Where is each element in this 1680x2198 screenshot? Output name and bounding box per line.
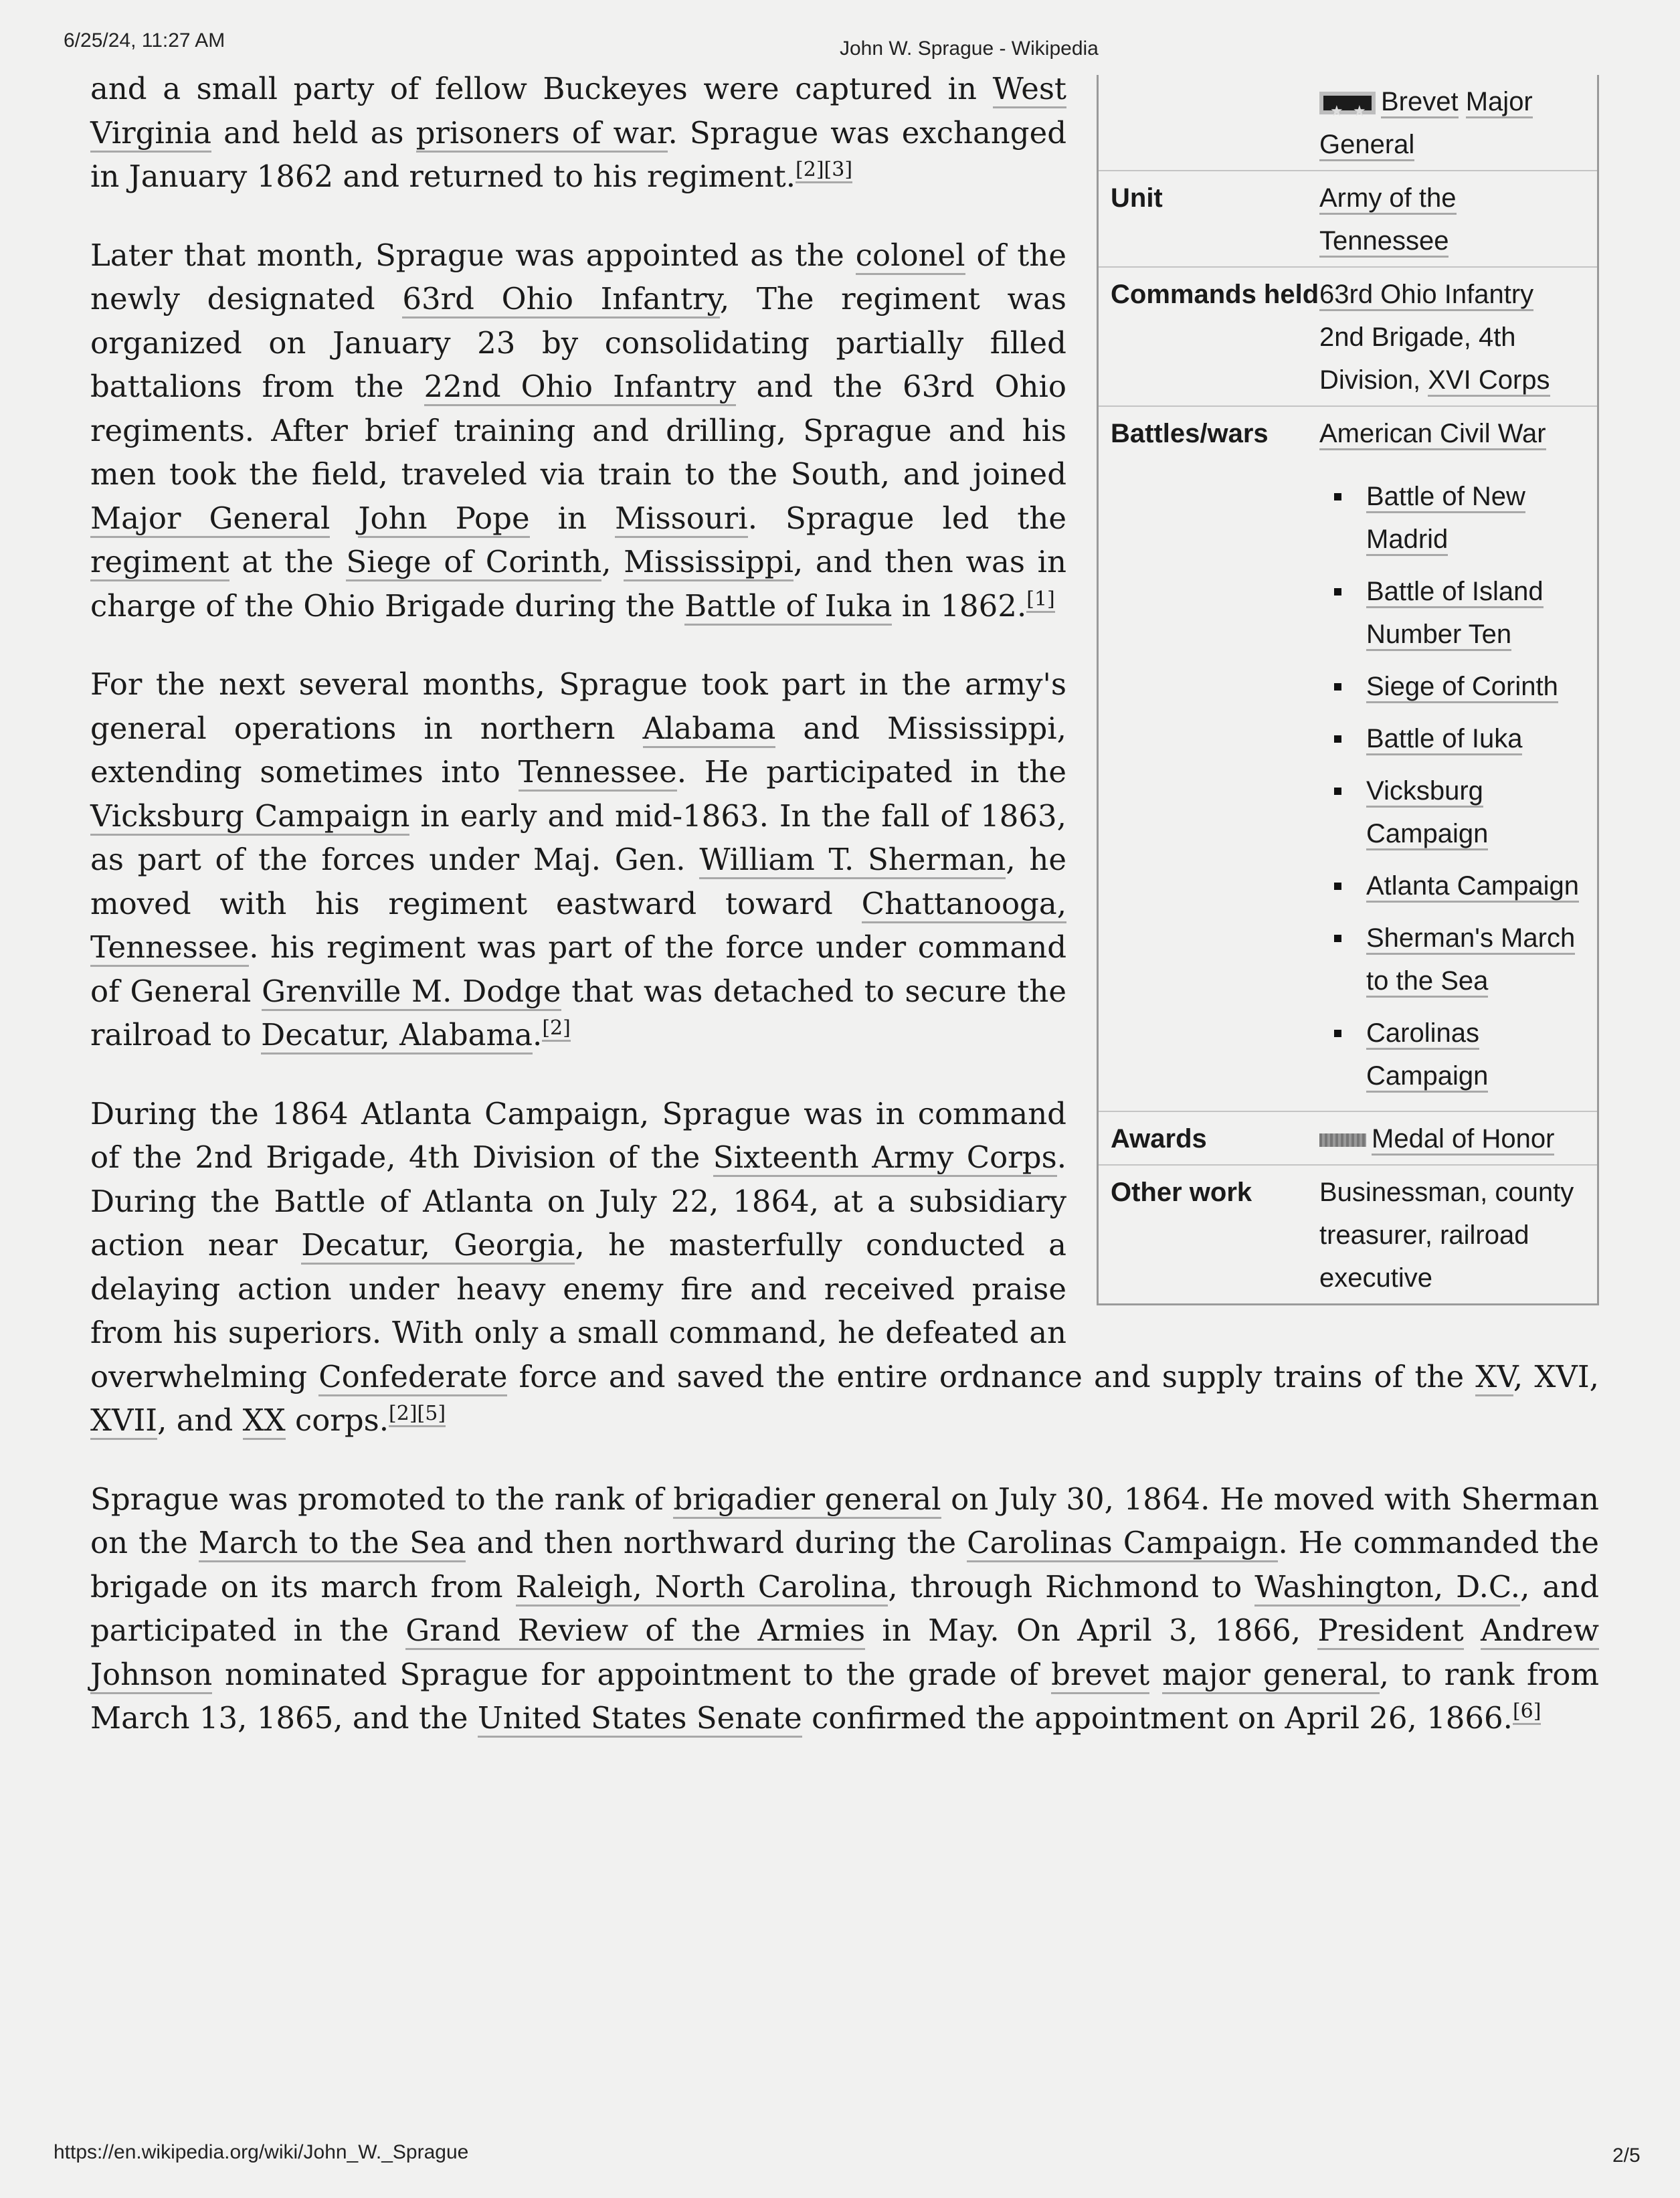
link-battle[interactable]: Battle of New Madrid (1366, 482, 1525, 556)
link[interactable]: 22nd Ohio Infantry (424, 369, 737, 406)
link-battle[interactable]: Vicksburg Campaign (1366, 776, 1488, 850)
link[interactable]: Alabama (643, 711, 776, 748)
link-63rd-ohio-infantry[interactable]: 63rd Ohio Infantry (1319, 280, 1533, 311)
link[interactable]: Major General (90, 500, 330, 538)
print-url: https://en.wikipedia.org/wiki/John_W._Sprague (54, 2141, 469, 2163)
infobox-label: Commands held (1111, 280, 1319, 309)
link[interactable]: colonel (856, 238, 965, 275)
link-general[interactable]: General (1319, 130, 1414, 161)
link[interactable]: XVII (90, 1402, 157, 1440)
infobox-row-unit (1099, 170, 1597, 266)
link[interactable]: Decatur, Alabama (261, 1017, 533, 1055)
citation-link[interactable]: [3] (824, 158, 853, 183)
paragraph-5: Sprague was promoted to the rank of brigadier general on July 30, 1864. He moved with Sherman on the March to the Sea and then northward during the Carolinas Campaign. He commanded the brigade on its march from Raleigh, North Carolina, through Richmond to Washington, D.C., and participated in the Grand Review of the Armies in May. On April 3, 1866, President Andrew Johnson nominated Sprague for appointment to the grade of brevet major general, to rank from March 13, 1865, and the United States Senate confirmed the appointment on April 26, 1866.[6] (90, 1477, 1599, 1740)
list-item (1366, 665, 1590, 708)
link-army-of-the-tennessee[interactable]: Army of the Tennessee (1319, 183, 1457, 258)
list-item (1366, 769, 1590, 855)
link-american-civil-war[interactable]: American Civil War (1319, 419, 1546, 450)
link[interactable]: XV (1475, 1359, 1513, 1396)
link[interactable]: United States Senate (478, 1700, 802, 1738)
infobox-row-other-work (1099, 1164, 1597, 1303)
list-item (1366, 717, 1590, 760)
link[interactable]: Chattanooga, Tennessee (90, 886, 1066, 968)
command-text: 2nd Brigade, 4th Division, (1319, 323, 1516, 395)
link[interactable]: Vicksburg Campaign (90, 798, 409, 836)
link[interactable]: William T. Sherman (699, 842, 1006, 879)
link-medal-of-honor[interactable]: Medal of Honor (1372, 1124, 1554, 1156)
link[interactable]: brevet (1051, 1657, 1149, 1694)
infobox-label: Battles/wars (1111, 419, 1269, 448)
medal-of-honor-ribbon-icon[interactable] (1319, 1133, 1366, 1147)
infobox-row-battles (1099, 405, 1597, 1111)
link-battle[interactable]: Battle of Island Number Ten (1366, 577, 1544, 651)
battles-list (1319, 475, 1590, 1097)
print-page-number: 2/5 (1612, 2144, 1641, 2167)
paragraph-1: and a small party of fellow Buckeyes were captured in West Virginia and held as prisoners of war. Sprague was exchanged in January 1862 and returned to his regiment.[2][3] (90, 71, 1067, 194)
citation-link[interactable]: [2] (542, 1016, 571, 1042)
infobox-label: Awards (1111, 1124, 1207, 1154)
link[interactable]: Grand Review of the Armies (405, 1613, 865, 1650)
paragraph-3: For the next several months, Sprague took part in the army's general operations in northern Alabama and Mississippi, extending sometimes into Tennessee. He participated in the Vicksburg Campaign in early and mid-1863. In the fall of 1863, as part of the forces under Maj. Gen. William T. Sherman, he moved with his regiment eastward toward Chattanooga, Tennessee. his regiment was part of the force under command of General Grenville M. Dodge that was detached to secure the railroad to Decatur, Alabama.[2] (90, 662, 1599, 1057)
paragraph-2: Later that month, Sprague was appointed as the colonel of the newly designated 63rd Ohio Infantry, The regiment was organized on January 23 by consolidating partially filled battalions from the 22nd Ohio Infantry and the 63rd Ohio regiments. After brief training and drilling, Sprague and his men took the field, traveled via train to the South, and joined Major General John Pope in Missouri. Sprague led the regiment at the Siege of Corinth, Mississippi, and then was in charge of the Ohio Brigade during the Battle of Iuka in 1862.[1] (90, 234, 1599, 628)
link[interactable]: John Pope (358, 500, 529, 538)
list-item (1366, 1012, 1590, 1097)
print-datetime: 6/25/24, 11:27 AM (64, 29, 225, 52)
link[interactable]: Mississippi (624, 544, 794, 581)
link[interactable]: Andrew Johnson (90, 1613, 1599, 1694)
link-battle[interactable]: Sherman's March to the Sea (1366, 923, 1575, 998)
link-major[interactable]: Major (1466, 87, 1533, 118)
infobox-label: Other work (1111, 1178, 1252, 1207)
link-battle[interactable]: Atlanta Campaign (1366, 871, 1579, 903)
link[interactable]: President (1317, 1613, 1463, 1650)
link[interactable]: prisoners of war (416, 115, 668, 153)
link[interactable]: XX (243, 1402, 286, 1440)
link-battle[interactable]: Carolinas Campaign (1366, 1018, 1488, 1093)
infobox-label: Unit (1111, 183, 1163, 213)
article-body (90, 67, 1599, 1775)
other-work-value: Businessman, county treasurer, railroad executive (1319, 1178, 1574, 1293)
infobox-row-commands (1099, 266, 1597, 405)
link[interactable]: Raleigh, North Carolina (516, 1569, 889, 1607)
link[interactable]: Confederate (318, 1359, 507, 1396)
link[interactable]: Tennessee (519, 754, 677, 792)
print-page-title: John W. Sprague - Wikipedia (840, 37, 1099, 60)
link[interactable]: Missouri (615, 500, 748, 538)
link[interactable]: brigadier general (673, 1481, 941, 1519)
list-item (1366, 475, 1590, 561)
link[interactable]: Carolinas Campaign (967, 1525, 1278, 1562)
link[interactable]: Siege of Corinth (346, 544, 601, 581)
link[interactable]: Battle of Iuka (684, 588, 892, 626)
list-item (1366, 917, 1590, 1002)
link-brevet[interactable]: Brevet (1381, 87, 1459, 118)
paragraph-4: During the 1864 Atlanta Campaign, Sprague was in command of the 2nd Brigade, 4th Division of the Sixteenth Army Corps. During the Battle of Atlanta on July 22, 1864, at a subsidiary action near Decatur, Georgia, he masterfully conducted a delaying action under heavy enemy fire and received praise from his superiors. With only a small command, he defeated an overwhelming Confederate force and saved the entire ordnance and supply trains of the XV, XVI, XVII, and XX corps.[2][5] (90, 1092, 1599, 1443)
brevet-major-general-insignia-icon[interactable] (1319, 92, 1376, 114)
citation-link[interactable]: [2] (796, 158, 824, 183)
infobox-row-rank (1099, 75, 1597, 170)
citation-link[interactable]: [5] (417, 1402, 446, 1427)
citation-link[interactable]: [6] (1513, 1700, 1542, 1725)
list-item (1366, 864, 1590, 907)
link-battle[interactable]: Battle of Iuka (1366, 724, 1522, 755)
link[interactable]: West Virginia (90, 71, 1066, 153)
link[interactable]: Sixteenth Army Corps (713, 1139, 1057, 1177)
link[interactable]: 63rd Ohio Infantry (402, 281, 720, 318)
list-item (1366, 570, 1590, 656)
citation-link[interactable]: [1] (1026, 587, 1055, 613)
link[interactable]: Grenville M. Dodge (262, 974, 561, 1011)
infobox (1097, 75, 1599, 1305)
citation-link[interactable]: [2] (389, 1402, 417, 1427)
link[interactable]: regiment (90, 544, 229, 581)
link-xvi-corps[interactable]: XVI Corps (1428, 365, 1550, 397)
link[interactable]: Decatur, Georgia (301, 1227, 575, 1265)
link[interactable]: Washington, D.C. (1254, 1569, 1520, 1607)
link-battle[interactable]: Siege of Corinth (1366, 672, 1558, 703)
link[interactable]: major general (1162, 1657, 1380, 1694)
infobox-row-awards (1099, 1111, 1597, 1164)
link[interactable]: March to the Sea (199, 1525, 466, 1562)
